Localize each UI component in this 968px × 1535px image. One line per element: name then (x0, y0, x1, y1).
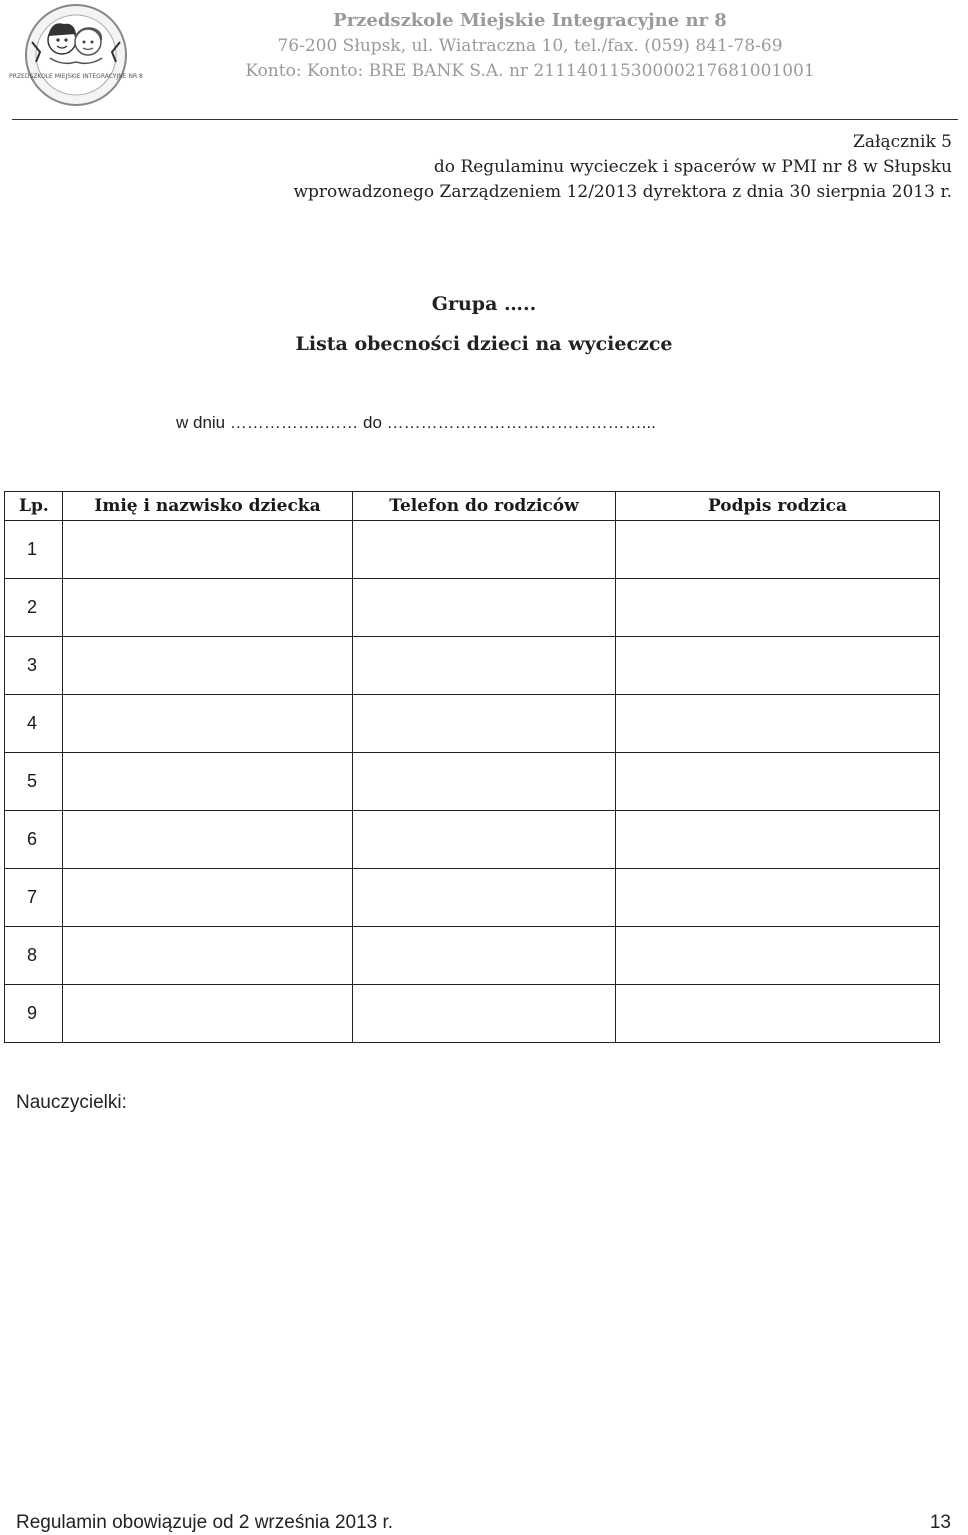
row-number: 5 (5, 753, 63, 811)
row-number: 1 (5, 521, 63, 579)
child-name-cell[interactable] (63, 637, 353, 695)
table-row (5, 869, 940, 927)
table-row (5, 811, 940, 869)
phone-cell[interactable] (353, 579, 616, 637)
annex-number: Załącznik 5 (853, 132, 952, 152)
table-row (5, 521, 940, 579)
row-number: 9 (5, 985, 63, 1043)
table-row (5, 927, 940, 985)
phone-cell[interactable] (353, 695, 616, 753)
school-address: 76-200 Słupsk, ul. Wiatraczna 10, tel./fax. (059) 841-78-69 (277, 36, 783, 56)
annex-ordinance: wprowadzonego Zarządzeniem 12/2013 dyrektora z dnia 30 sierpnia 2013 r. (293, 182, 952, 202)
child-name-cell[interactable] (63, 985, 353, 1043)
school-name: Przedszkole Miejskie Integracyjne nr 8 (333, 10, 727, 31)
row-number: 6 (5, 811, 63, 869)
child-name-cell[interactable] (63, 521, 353, 579)
phone-cell[interactable] (353, 869, 616, 927)
signature-cell[interactable] (616, 753, 940, 811)
table-row (5, 579, 940, 637)
table-header-row (5, 492, 940, 521)
header-lp: Lp. (5, 492, 63, 521)
attendance-table (4, 491, 940, 1043)
header-parent-phone: Telefon do rodziców (353, 492, 616, 521)
signature-cell[interactable] (616, 521, 940, 579)
signature-cell[interactable] (616, 811, 940, 869)
phone-cell[interactable] (353, 811, 616, 869)
row-number: 4 (5, 695, 63, 753)
phone-cell[interactable] (353, 927, 616, 985)
phone-cell[interactable] (353, 753, 616, 811)
table-row (5, 695, 940, 753)
table-row (5, 985, 940, 1043)
child-name-cell[interactable] (63, 869, 353, 927)
signature-cell[interactable] (616, 695, 940, 753)
signature-cell[interactable] (616, 985, 940, 1043)
group-label: Grupa ….. (431, 293, 537, 315)
header-divider (12, 119, 958, 120)
header-parent-signature: Podpis rodzica (616, 492, 940, 521)
phone-cell[interactable] (353, 521, 616, 579)
phone-cell[interactable] (353, 637, 616, 695)
child-name-cell[interactable] (63, 811, 353, 869)
row-number: 3 (5, 637, 63, 695)
signature-cell[interactable] (616, 927, 940, 985)
child-name-cell[interactable] (63, 753, 353, 811)
table-row (5, 753, 940, 811)
signature-cell[interactable] (616, 637, 940, 695)
teachers-label: Nauczycielki: (16, 1092, 127, 1113)
annex-regulation: do Regulaminu wycieczek i spacerów w PMI nr 8 w Słupsku (433, 157, 952, 177)
school-logo (9, 2, 143, 108)
logo-text: PRZEDSZKOLE MIEJSKIE INTEGRACYJNE NR 8 (9, 73, 143, 80)
dates-line: w dniu ……………..…… do ………………………………………... (176, 413, 656, 432)
list-title: Lista obecności dzieci na wycieczce (295, 333, 673, 355)
row-number: 7 (5, 869, 63, 927)
phone-cell[interactable] (353, 985, 616, 1043)
table-row (5, 637, 940, 695)
child-name-cell[interactable] (63, 695, 353, 753)
signature-cell[interactable] (616, 869, 940, 927)
footer-text: Regulamin obowiązuje od 2 września 2013 r. (16, 1512, 394, 1533)
child-name-cell[interactable] (63, 579, 353, 637)
row-number: 2 (5, 579, 63, 637)
header-child-name: Imię i nazwisko dziecka (63, 492, 353, 521)
bank-account: Konto: Konto: BRE BANK S.A. nr 21114011530000217681001001 (245, 61, 815, 81)
row-number: 8 (5, 927, 63, 985)
signature-cell[interactable] (616, 579, 940, 637)
child-name-cell[interactable] (63, 927, 353, 985)
page-number: 13 (929, 1512, 951, 1533)
